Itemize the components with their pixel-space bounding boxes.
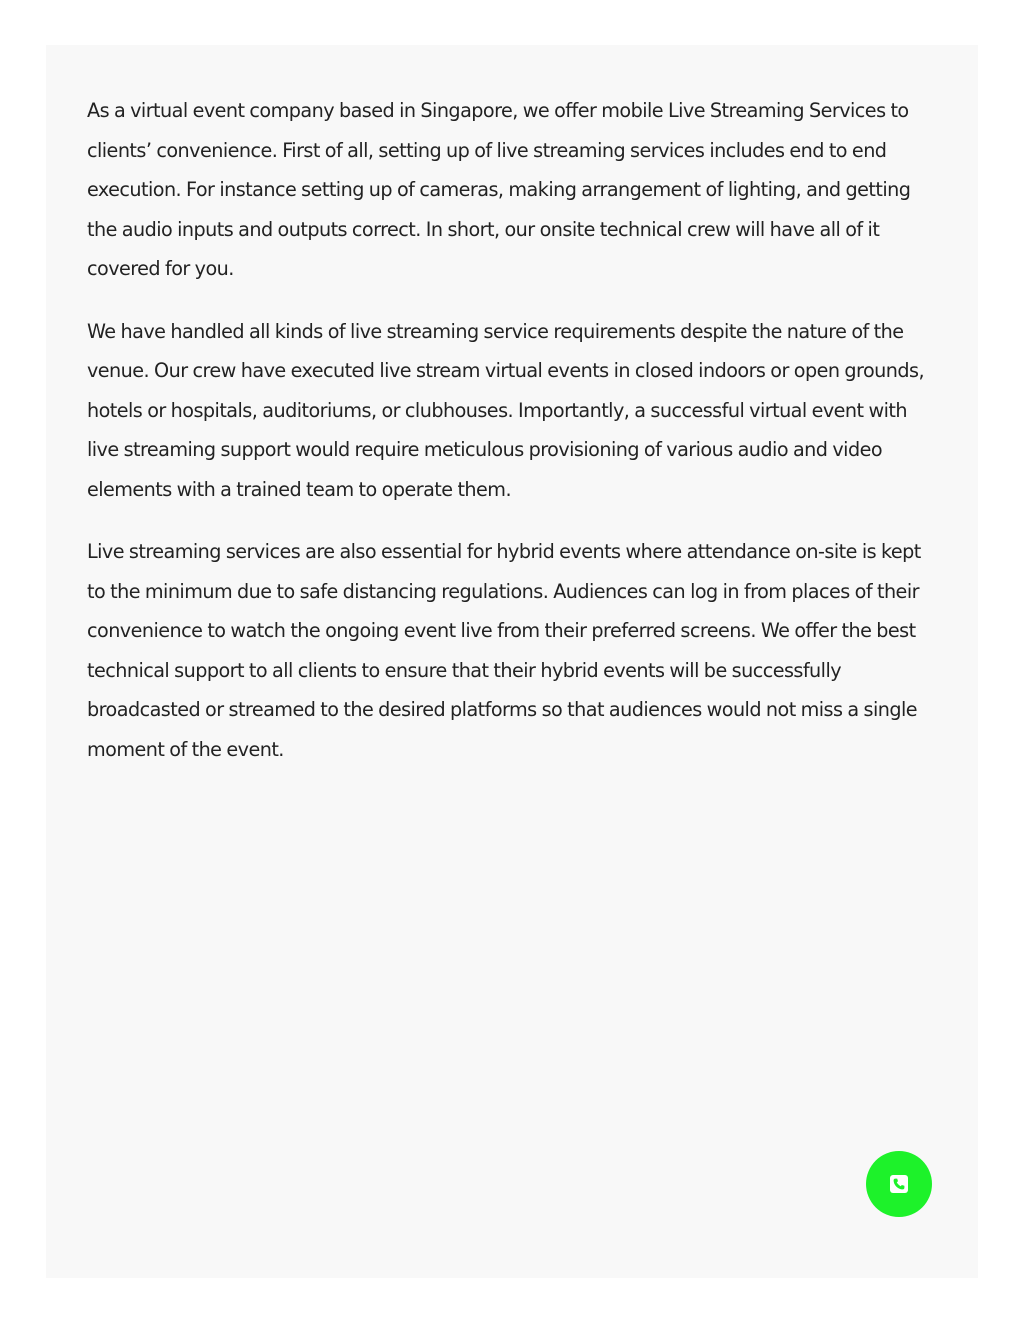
paragraph-intro: As a virtual event company based in Singapore, we offer mobile Live Streaming Services to clients’ convenience. First of all, setting up of live streaming services includes end to end execution. For instance setting up of cameras, making arrangement of lighting, and getting the audio inputs and outputs correct. In short, our onsite technical crew will have all of it covered for you. <box>87 99 911 280</box>
article-body <box>87 91 942 792</box>
page-panel <box>46 45 978 1278</box>
call-button[interactable] <box>866 1151 932 1217</box>
phone-square-icon <box>890 1175 908 1193</box>
paragraph-hybrid: Live streaming services are also essential for hybrid events where attendance on-site is kept to the minimum due to safe distancing regulations. Audiences can log in from places of their convenience to watch the ongoing event live from their preferred screens. We offer the best technical support to all clients to ensure that their hybrid events will be successfully broadcasted or streamed to the desired platforms so that audiences would not miss a single moment of the event. <box>87 540 921 761</box>
paragraph-venues: We have handled all kinds of live streaming service requirements despite the nature of the venue. Our crew have executed live stream virtual events in closed indoors or open grounds, hotels or hospitals, auditoriums, or clubhouses. Importantly, a successful virtual event with live streaming support would require meticulous provisioning of various audio and video elements with a trained team to operate them. <box>87 319 925 501</box>
